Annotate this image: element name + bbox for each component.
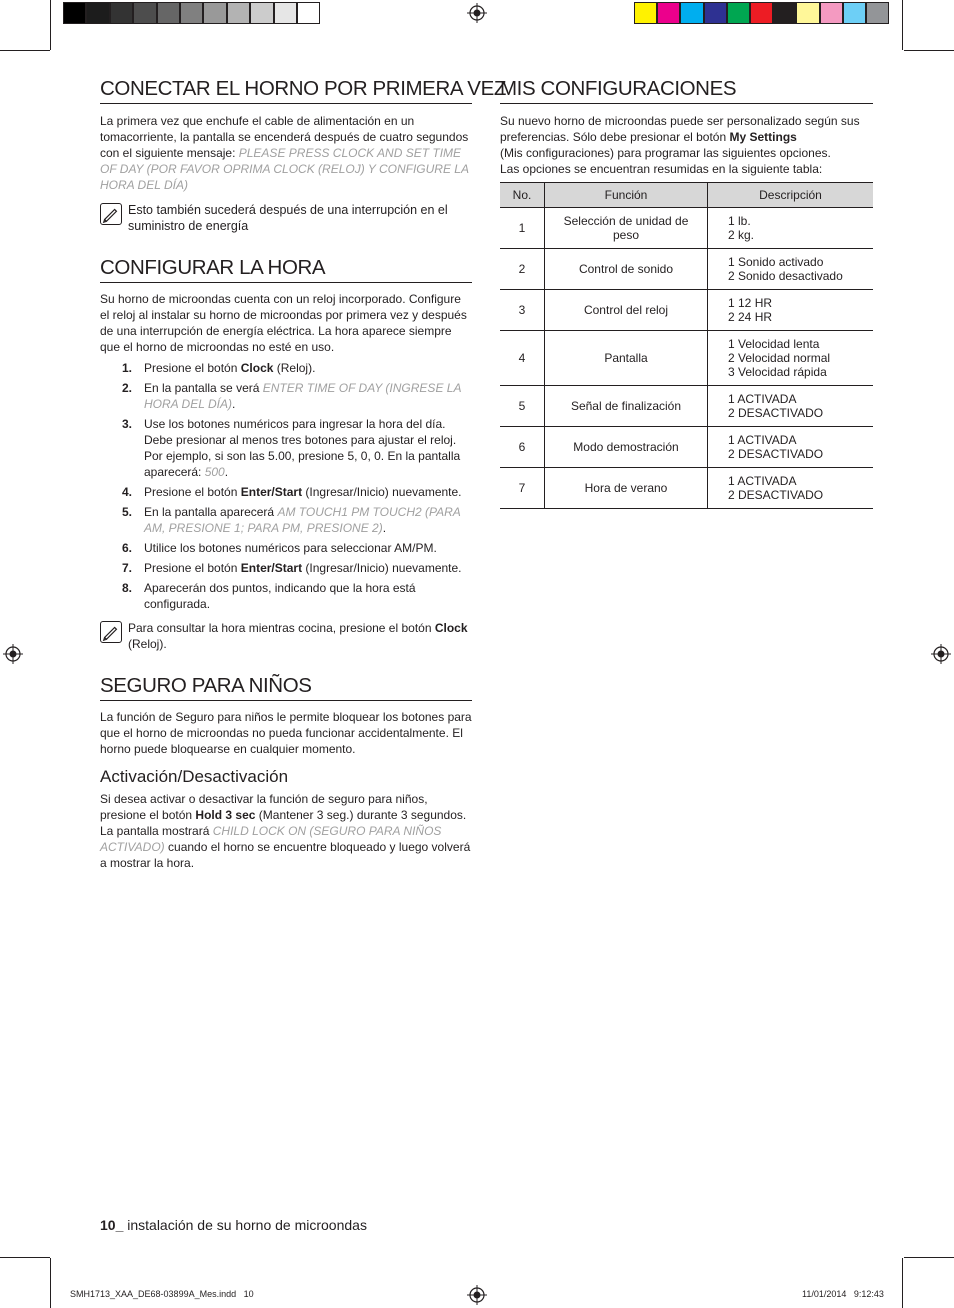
registration-mark-icon (3, 644, 23, 664)
table-row (500, 208, 873, 249)
table-row (500, 427, 873, 468)
my-settings-paragraph: Su nuevo horno de microondas puede ser personalizado según sus preferencias. Sólo debe presionar el botón My Settings (Mis configuraciones) para programar las siguientes opciones. Las opciones se encuentran resumidas en la siguiente tabla: (500, 114, 860, 176)
color-swatch (657, 2, 680, 24)
description-line: 3 Velocidad rápida (728, 365, 827, 379)
color-swatch (843, 2, 866, 24)
child-lock-paragraph: La función de Seguro para niños le permite bloquear los botones para que el horno de microondas no pueda funcionar accidentalmente. El horno puede bloquearse en cualquier momento. (100, 710, 472, 756)
description-cell (708, 427, 874, 468)
color-swatch (866, 2, 889, 24)
color-swatch (796, 2, 819, 24)
step-number: 4. (122, 485, 133, 499)
step-text: Utilice los botones numéricos para seleccionar AM/PM. (144, 541, 437, 555)
row-number: 2 (500, 249, 545, 290)
description-cell (708, 249, 874, 290)
description-line: 2 DESACTIVADO (728, 406, 824, 420)
function-cell: Hora de verano (545, 468, 708, 509)
list-item (122, 504, 472, 536)
note (100, 620, 472, 652)
gray-swatch (110, 2, 133, 24)
description-line: 1 lb. (728, 214, 751, 228)
section-title-my-settings: MIS CONFIGURACIONES (500, 77, 873, 104)
list-item (122, 540, 472, 556)
step-number: 1. (122, 361, 133, 375)
gray-swatch (157, 2, 180, 24)
function-cell: Modo demostración (545, 427, 708, 468)
note-text: Para consultar la hora mientras cocina, presione el botón Clock (Reloj). (128, 621, 468, 651)
row-number: 6 (500, 427, 545, 468)
row-number: 5 (500, 386, 545, 427)
color-swatch (820, 2, 843, 24)
description-cell (708, 386, 874, 427)
description-line: 1 ACTIVADA (728, 433, 797, 447)
color-swatch (727, 2, 750, 24)
description-cell (708, 290, 874, 331)
crop-mark (904, 1257, 954, 1258)
note-text: Esto también sucederá después de una interrupción en el suministro de energía (128, 203, 448, 233)
crop-mark (50, 1258, 51, 1308)
crop-mark (902, 1258, 903, 1308)
list-item (122, 580, 472, 612)
gray-swatch (180, 2, 203, 24)
list-item (122, 416, 472, 480)
child-lock-instructions: Si desea activar o desactivar la función de seguro para niños, presione el botón Hold 3 sec (Mantener 3 seg.) durante 3 segundos. La pantalla mostrará CHILD LOCK ON (SEGURO PARA NIÑOS ACTIVADO) cuando el horno se encuentre bloqueado y luego volverá a mostrar la hora. (100, 792, 471, 870)
description-cell (708, 468, 874, 509)
description-line: 2 Velocidad normal (728, 351, 831, 365)
table-row (500, 331, 873, 386)
note-icon (100, 203, 122, 225)
step-number: 8. (122, 581, 133, 595)
gray-swatch (227, 2, 250, 24)
section-title-child-lock: SEGURO PARA NIÑOS (100, 674, 472, 701)
slug-filename: SMH1713_XAA_DE68-03899A_Mes.indd 10 (70, 1289, 254, 1299)
subsection-title: Activación/Desactivación (100, 767, 289, 786)
set-clock-paragraph: Su horno de microondas cuenta con un reloj incorporado. Configure el reloj al instalar su horno de microondas por primera vez y después de una interrupción de energía eléctrica. La hora aparece siempre que el horno de microondas no esté en uso. (100, 292, 467, 354)
color-swatch (634, 2, 657, 24)
gray-swatch (63, 2, 86, 24)
description-cell (708, 331, 874, 386)
function-cell: Selección de unidad de peso (545, 208, 708, 249)
description-cell (708, 208, 874, 249)
color-swatch (773, 2, 796, 24)
description-line: 1 12 HR (728, 296, 773, 310)
table-row (500, 468, 873, 509)
description-line: 1 ACTIVADA (728, 474, 797, 488)
note-icon (100, 621, 122, 643)
step-number: 3. (122, 417, 133, 431)
description-line: 2 kg. (728, 228, 755, 242)
row-number: 7 (500, 468, 545, 509)
gray-swatch (203, 2, 226, 24)
clock-steps (122, 360, 472, 612)
step-text: Use los botones numéricos para ingresar la hora del día. Debe presionar al menos tres botones para ajustar el reloj. Por ejemplo, si son las 5.00, presione 5, 0, 0. En la pantalla aparecerá: 500. (144, 417, 461, 479)
step-number: 5. (122, 505, 133, 519)
description-line: 1 Sonido activado (728, 255, 824, 269)
registration-mark-icon (467, 1285, 487, 1305)
step-text: En la pantalla se verá ENTER TIME OF DAY (INGRESE LA HORA DEL DÍA). (144, 381, 462, 411)
table-row (500, 386, 873, 427)
column-header: Descripción (708, 183, 874, 208)
color-swatch (750, 2, 773, 24)
description-line: 2 DESACTIVADO (728, 488, 824, 502)
description-line: 2 DESACTIVADO (728, 447, 824, 461)
function-cell: Pantalla (545, 331, 708, 386)
gray-swatch (297, 2, 320, 24)
step-text: Aparecerán dos puntos, indicando que la hora está configurada. (144, 581, 416, 611)
crop-mark (50, 0, 51, 50)
step-number: 2. (122, 381, 133, 395)
list-item (122, 380, 472, 412)
page-number: 10_ (100, 1217, 124, 1233)
registration-mark-icon (467, 3, 487, 23)
section-title-set-clock: CONFIGURAR LA HORA (100, 256, 472, 283)
note (100, 202, 472, 234)
section-title-first-time: CONECTAR EL HORNO POR PRIMERA VEZ (100, 77, 472, 104)
row-number: 4 (500, 331, 545, 386)
description-line: 1 Velocidad lenta (728, 337, 820, 351)
right-column (500, 77, 873, 509)
description-line: 1 ACTIVADA (728, 392, 797, 406)
step-text: Presione el botón Enter/Start (Ingresar/Inicio) nuevamente. (144, 485, 462, 499)
crop-mark (904, 50, 954, 51)
gray-swatch (250, 2, 273, 24)
step-text: Presione el botón Clock (Reloj). (144, 361, 316, 375)
gray-swatch (274, 2, 297, 24)
row-number: 3 (500, 290, 545, 331)
color-swatch (680, 2, 703, 24)
description-line: 2 24 HR (728, 310, 773, 324)
left-column (100, 77, 506, 871)
list-item (122, 560, 472, 576)
step-number: 6. (122, 541, 133, 555)
first-time-paragraph: La primera vez que enchufe el cable de alimentación en un tomacorriente, la pantalla se encenderá después de cuatro segundos con el siguiente mensaje: PLEASE PRESS CLOCK AND SET TIME OF DAY (POR FAVOR OPRIMA CLOCK (RELOJ) Y CONFIGURE LA HORA DEL DÍA) (100, 114, 469, 192)
list-item (122, 484, 472, 500)
crop-mark (0, 50, 50, 51)
settings-table (500, 182, 873, 509)
crop-mark (0, 1257, 50, 1258)
function-cell: Control de sonido (545, 249, 708, 290)
column-header: Función (545, 183, 708, 208)
table-row (500, 249, 873, 290)
list-item (122, 360, 472, 376)
gray-swatch (133, 2, 156, 24)
table-row (500, 290, 873, 331)
step-number: 7. (122, 561, 133, 575)
column-header: No. (500, 183, 545, 208)
gray-swatch (86, 2, 109, 24)
color-swatch (704, 2, 727, 24)
registration-mark-icon (931, 644, 951, 664)
description-line: 2 Sonido desactivado (728, 269, 843, 283)
step-text: En la pantalla aparecerá AM TOUCH1 PM TOUCH2 (PARA AM, PRESIONE 1; PARA PM, PRESIONE 2). (144, 505, 461, 535)
step-text: Presione el botón Enter/Start (Ingresar/Inicio) nuevamente. (144, 561, 462, 575)
crop-mark (902, 0, 903, 50)
page-footer-text: instalación de su horno de microondas (123, 1217, 367, 1233)
slug-date: 11/01/2014 9:12:43 (802, 1289, 884, 1299)
page-footer (100, 1217, 367, 1233)
function-cell: Señal de finalización (545, 386, 708, 427)
table-header-row (500, 183, 873, 208)
row-number: 1 (500, 208, 545, 249)
function-cell: Control del reloj (545, 290, 708, 331)
